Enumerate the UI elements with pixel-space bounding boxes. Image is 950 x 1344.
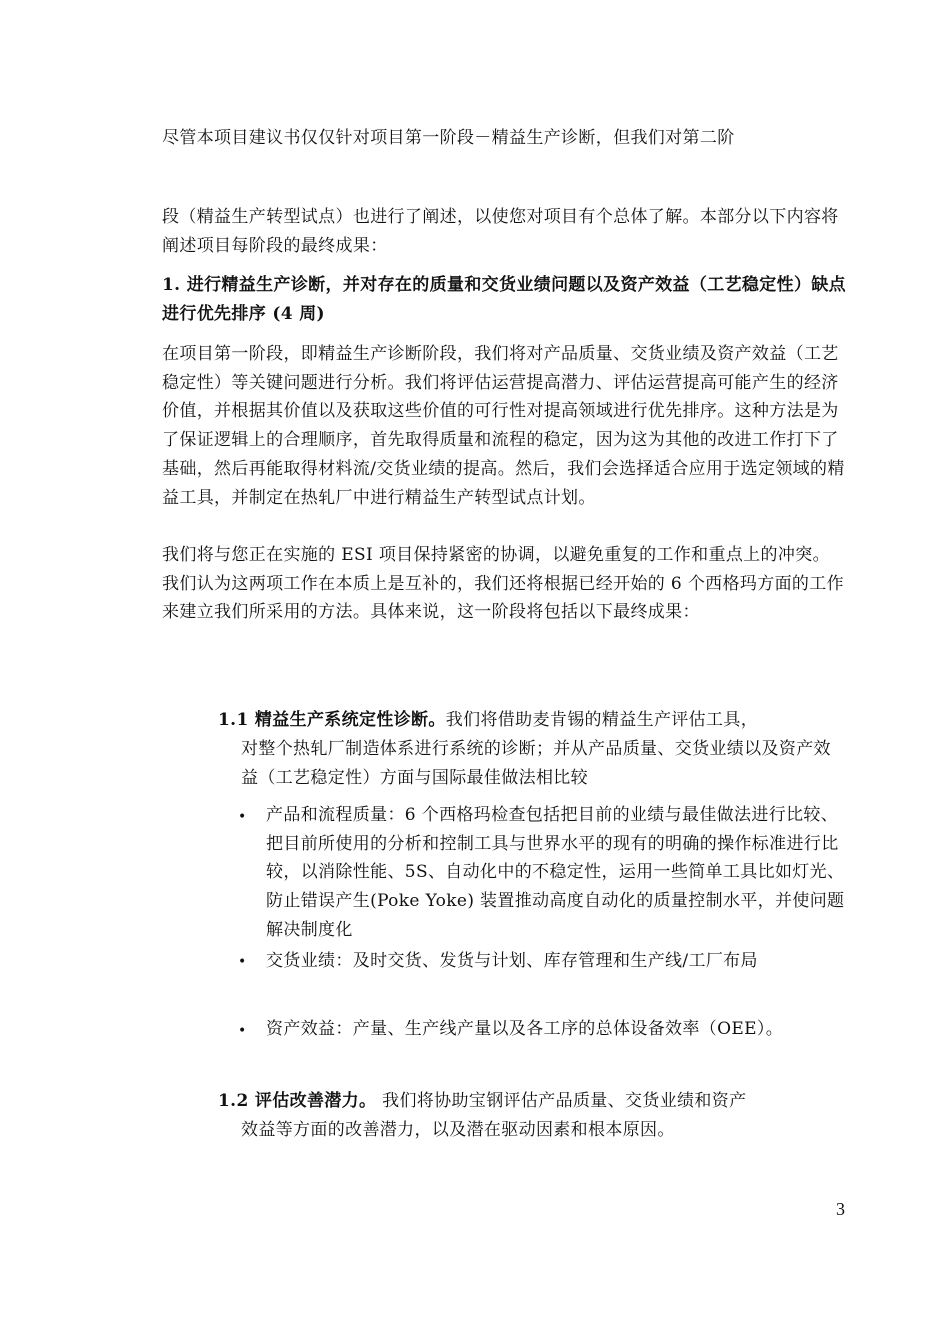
bullet-item-3: 资产效益：产量、生产线产量以及各工序的总体设备效率（OEE）。 <box>266 1019 784 1039</box>
item-1-2-first-line <box>218 1087 848 1116</box>
bullet-dot-1: • <box>238 809 247 825</box>
bullet-item-2: 交货业绩：及时交货、发货与计划、库存管理和生产线/工厂布局 <box>266 951 758 971</box>
item-1-1-title: 1.1 精益生产系统定性诊断。 <box>218 710 446 730</box>
item-1-2-text-first: 我们将协助宝钢评估产品质量、交货业绩和资产 <box>376 1091 747 1111</box>
intro-line-1: 尽管本项目建议书仅仅针对项目第一阶段－精益生产诊断，但我们对第二阶 <box>162 128 735 148</box>
intro-paragraph: 段（精益生产转型试点）也进行了阐述，以使您对项目有个总体了解。本部分以下内容将阐述项目每阶段的最终成果： <box>162 207 839 256</box>
bullet-dot-2: • <box>238 954 247 970</box>
section-1-paragraph-2: 我们将与您正在实施的 ESI 项目保持紧密的协调，以避免重复的工作和重点上的冲突。我们认为这两项工作在本质上是互补的，我们还将根据已经开始的 6 个西格玛方面的工作来建立我们所采用的方法。具体来说，这一阶段将包括以下最终成果： <box>162 545 844 623</box>
bullet-item-1: 产品和流程质量：6 个西格玛检查包括把目前的业绩与最佳做法进行比较、把目前所使用的分析和控制工具与世界水平的现有的明确的操作标准进行比较，以消除性能、5S、自动化中的不稳定性，运用一些简单工具比如灯光、防止错误产生(Poke Yoke) 装置推动高度自动化的质量控制水平，并使问题解决制度化 <box>266 805 845 940</box>
item-1-1-text-rest: 对整个热轧厂制造体系进行系统的诊断；并从产品质量、交货业绩以及资产效益（工艺稳定性）方面与国际最佳做法相比较 <box>241 739 831 788</box>
item-1-1-first-line <box>218 706 848 735</box>
item-1-2-text-rest: 效益等方面的改善潜力，以及潜在驱动因素和根本原因。 <box>241 1120 675 1140</box>
bullet-dot-3: • <box>238 1023 247 1039</box>
item-1-1-text-first: 我们将借助麦肯锡的精益生产评估工具， <box>445 710 759 730</box>
item-1-2-title: 1.2 评估改善潜力。 <box>218 1091 377 1111</box>
section-1-paragraph-1: 在项目第一阶段，即精益生产诊断阶段，我们将对产品质量、交货业绩及资产效益（工艺稳定性）等关键问题进行分析。我们将评估运营提高潜力、评估运营提高可能产生的经济价值，并根据其价值以及获取这些价值的可行性对提高领域进行优先排序。这种方法是为了保证逻辑上的合理顺序，首先取得质量和流程的稳定，因为这为其他的改进工作打下了基础，然后再能取得材料流/交货业绩的提高。然后，我们会选择适合应用于选定领域的精益工具，并制定在热轧厂中进行精益生产转型试点计划。 <box>162 344 845 508</box>
section-1-heading: 1. 进行精益生产诊断，并对存在的质量和交货业绩问题以及资产效益（工艺稳定性）缺点进行优先排序 (4 周) <box>162 275 847 324</box>
page-number: 3 <box>836 1199 845 1219</box>
